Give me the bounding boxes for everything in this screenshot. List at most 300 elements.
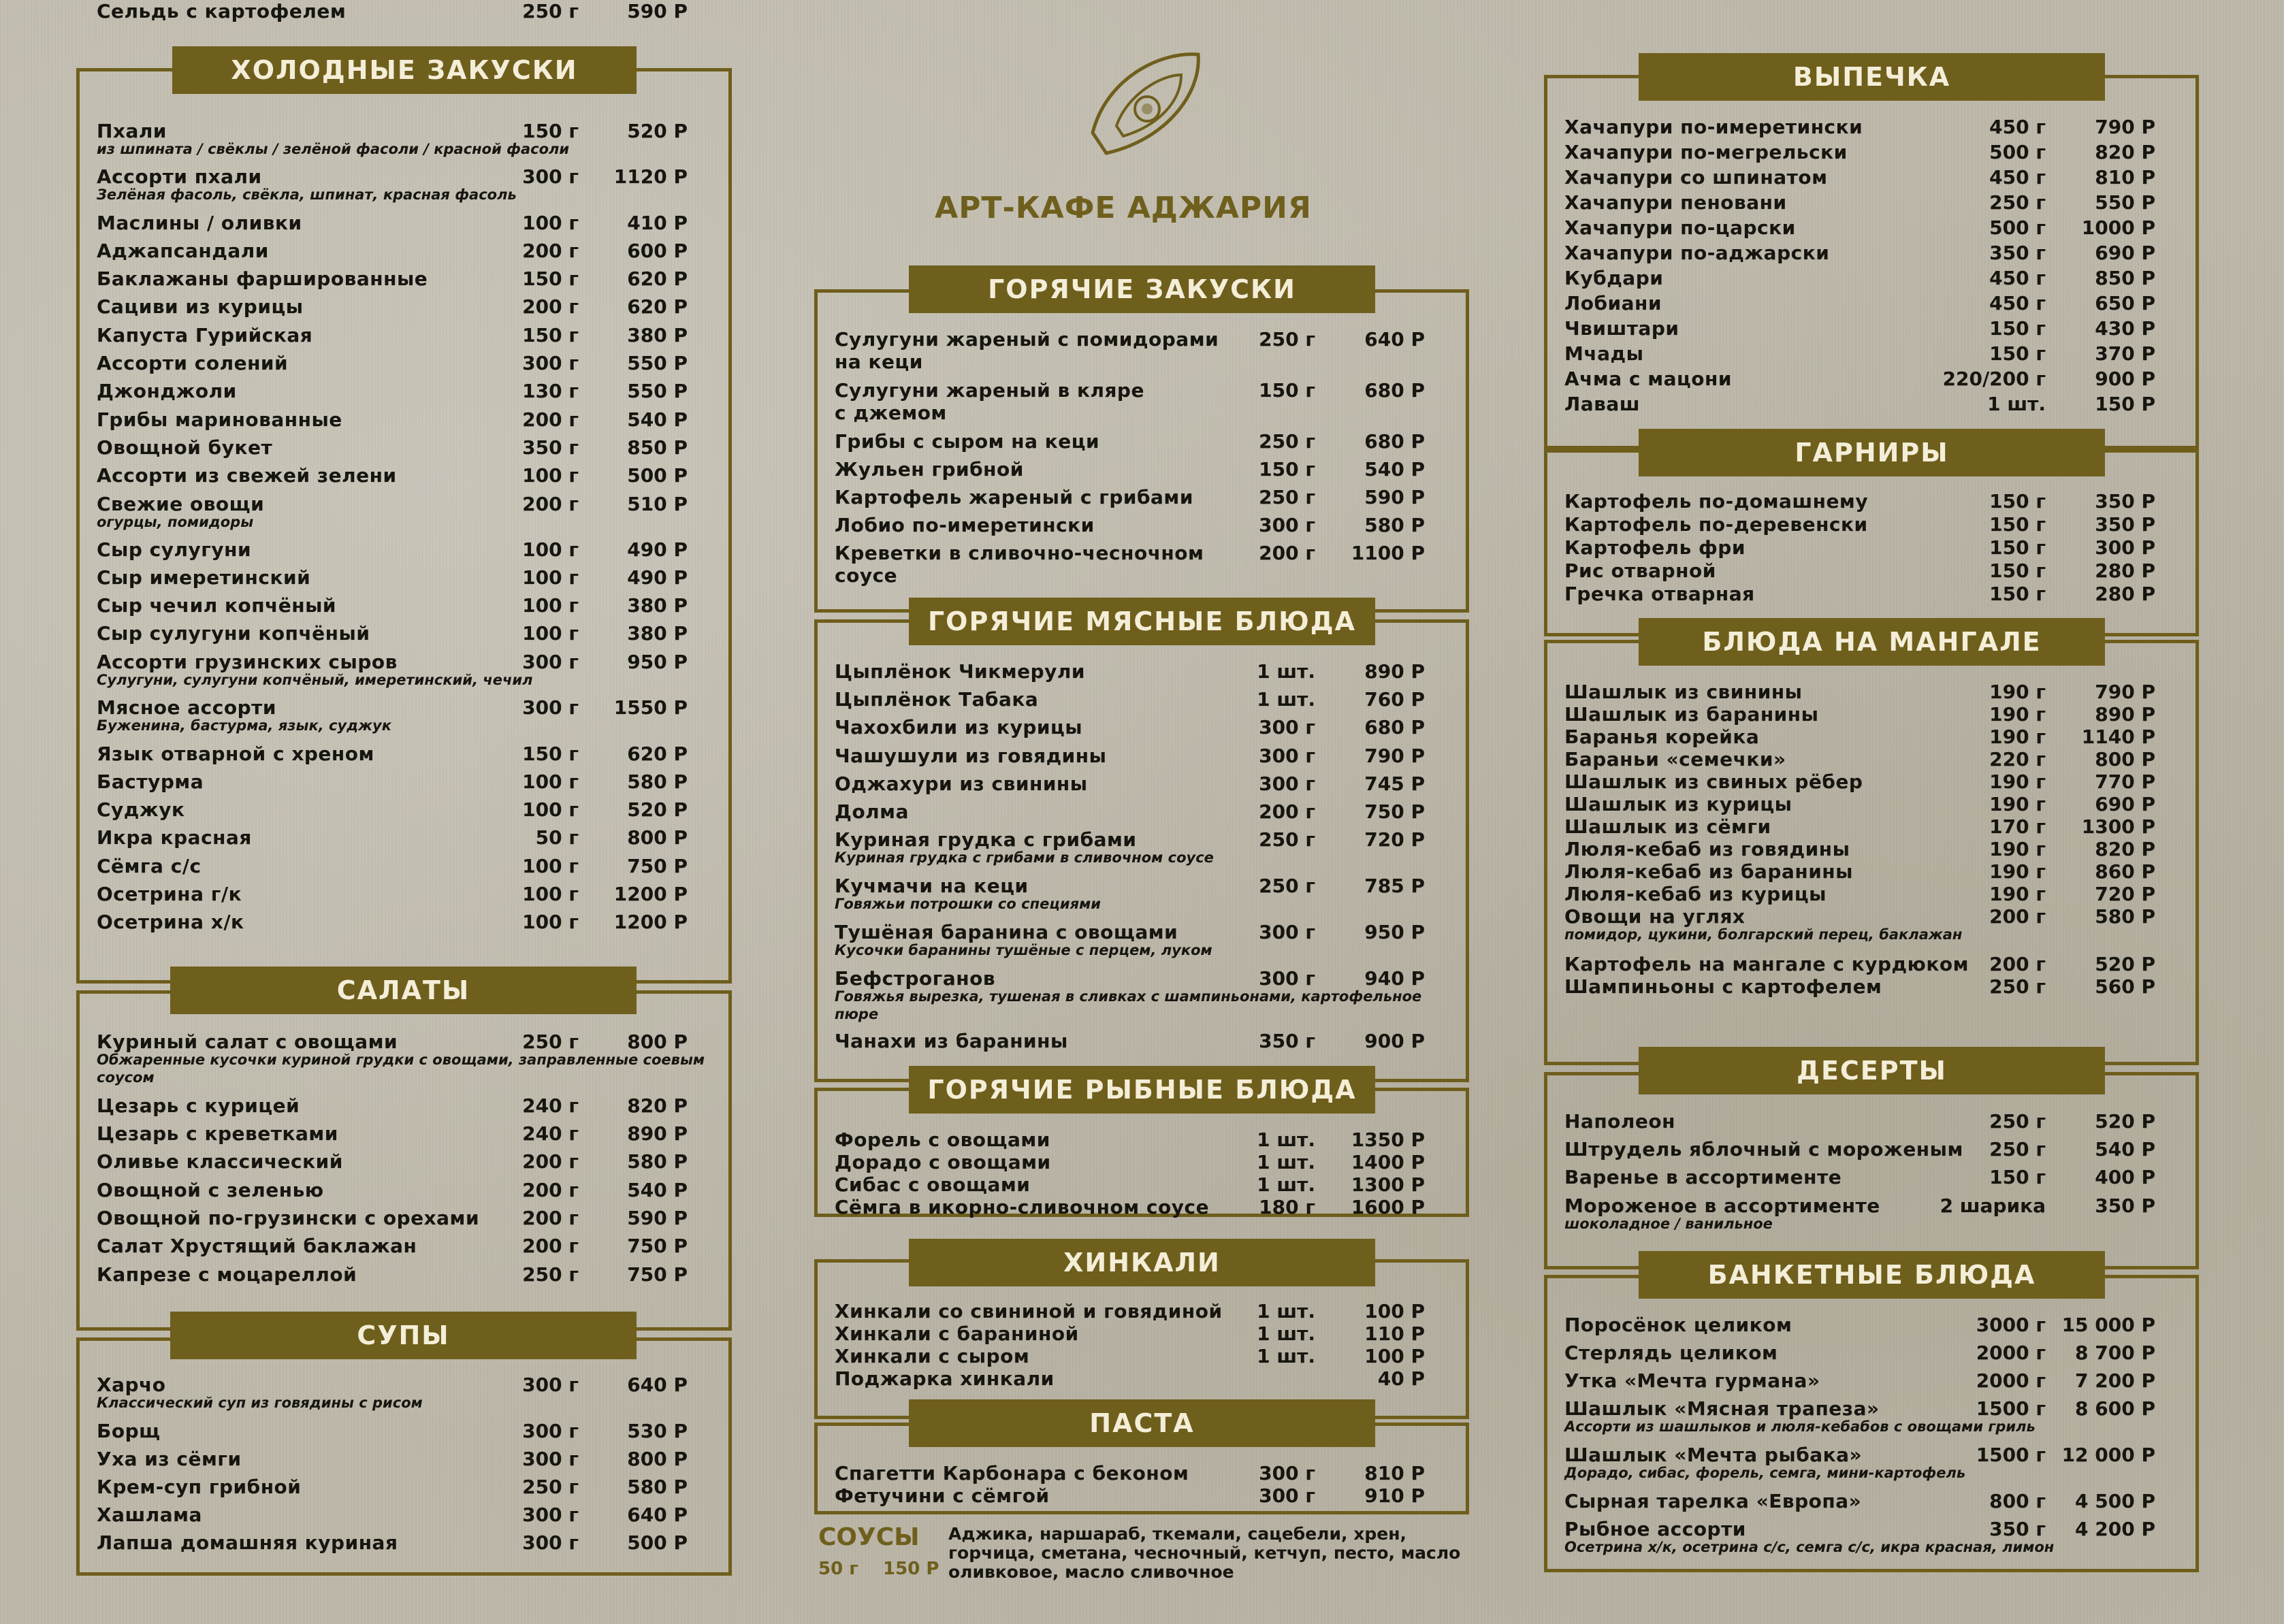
item-name: Харчо [97,1374,166,1396]
item-name: Ассорти солений [97,352,289,374]
item-price: 110 Р [1364,1322,1425,1345]
item-price: 560 Р [2095,975,2155,998]
item-description: Классический суп из говядины с рисом [97,1395,423,1411]
item-weight: 100 г [522,566,579,589]
item-weight: 250 г [1259,430,1315,453]
item-name-continued: с джемом [835,402,947,424]
item-weight: 300 г [522,696,579,719]
item-price: 640 Р [627,1374,688,1396]
item-name: Цыплёнок Чикмерули [835,660,1086,683]
item-weight: 100 г [522,538,579,561]
item-weight: 150 г [522,267,579,290]
item-weight: 190 г [1989,860,2046,883]
item-price: 12 000 Р [2061,1444,2155,1466]
item-weight: 1 шт. [1257,688,1315,711]
item-price: 800 Р [2095,748,2155,770]
item-weight: 200 г [522,1207,579,1229]
item-name: Мороженое в ассортименте [1564,1195,1880,1217]
item-weight: 2000 г [1976,1342,2046,1364]
item-name: Бефстроганов [835,967,996,990]
item-description: Буженина, бастурма, язык, суджук [97,717,391,734]
item-weight: 100 г [522,464,579,487]
item-price: 810 Р [1364,1462,1425,1484]
item-price: 800 Р [627,1448,688,1470]
item-price: 4 500 Р [2075,1490,2155,1512]
item-weight: 2 шарика [1940,1195,2046,1217]
item-price: 590 Р [627,0,688,22]
item-name: Куриный салат с овощами [97,1030,398,1053]
sauces-weight: 50 г [818,1559,858,1579]
item-weight: 300 г [522,352,579,374]
item-description: Дорадо, сибас, форель, семга, мини-картофель [1564,1465,1966,1481]
item-name: Капрезе с моцареллой [97,1263,357,1286]
item-weight: 250 г [1259,875,1315,897]
item-weight: 2000 г [1976,1369,2046,1392]
item-name: Рис отварной [1564,559,1716,582]
item-price: 490 Р [627,538,688,561]
item-weight: 1500 г [1976,1444,2046,1466]
item-name: Уха из сёмги [97,1448,242,1470]
item-price: 1000 Р [2081,216,2155,239]
item-price: 745 Р [1364,773,1425,795]
item-weight: 190 г [1989,770,2046,793]
item-weight: 1 шт. [1987,393,2046,415]
item-price: 850 Р [627,436,688,459]
item-weight: 50 г [535,826,579,849]
item-price: 785 Р [1364,875,1425,897]
item-weight: 150 г [522,120,579,142]
section-header-grill: БЛЮДА НА МАНГАЛЕ [1639,618,2105,666]
item-weight: 300 г [522,165,579,188]
item-description: Ассорти из шашлыков и люля-кебабов с овощами гриль [1564,1418,2036,1435]
item-name: Борщ [97,1420,161,1442]
item-price: 910 Р [1364,1484,1425,1507]
item-price: 750 Р [627,1263,688,1286]
item-price: 790 Р [2095,116,2155,138]
item-name: Осетрина х/к [97,911,244,933]
item-name: Хашлама [97,1504,202,1526]
item-name: Хачапури по-имеретински [1564,116,1863,138]
item-price: 580 Р [627,1476,688,1498]
item-weight: 220 г [1989,748,2046,770]
item-price: 380 Р [627,594,688,617]
item-description: Говяжьи потрошки со специями [835,896,1101,912]
item-price: 720 Р [2095,883,2155,905]
item-name: Цезарь с креветками [97,1122,338,1145]
item-name: Хинкали с бараниной [835,1322,1079,1345]
item-name: Стерлядь целиком [1564,1342,1778,1364]
item-weight: 300 г [522,1420,579,1442]
item-description: шоколадное / ванильное [1564,1216,1773,1232]
item-weight: 200 г [522,1179,579,1201]
item-price: 380 Р [627,622,688,645]
item-description: Говяжья вырезка, тушеная в сливках с шампиньонами, картофельное [835,988,1422,1005]
item-name: Сыр сулугуни [97,538,252,561]
item-price: 950 Р [627,651,688,673]
item-name: Джонджоли [97,380,237,402]
item-price: 1600 Р [1351,1196,1425,1218]
item-weight: 1 шт. [1257,1151,1315,1173]
item-price: 1300 Р [1351,1173,1425,1196]
item-weight: 100 г [522,855,579,877]
item-weight: 170 г [1989,815,2046,838]
item-price: 15 000 Р [2061,1314,2155,1336]
section-header-banquet: БАНКЕТНЫЕ БЛЮДА [1639,1251,2105,1299]
section-header-desserts: ДЕСЕРТЫ [1639,1047,2105,1094]
item-weight: 150 г [1989,583,2046,605]
item-name: Шашлык из баранины [1564,703,1819,726]
item-price: 500 Р [627,1531,688,1554]
sauces-price-value: 150 Р [883,1559,939,1579]
item-name: Лапша домашняя куриная [97,1531,398,1554]
item-price: 640 Р [627,1504,688,1526]
item-description: Зелёная фасоль, свёкла, шпинат, красная фасоль [97,186,517,203]
item-weight: 200 г [522,493,579,515]
item-weight: 500 г [1989,141,2046,163]
item-price: 350 Р [2095,513,2155,536]
item-name: Картофель по-домашнему [1564,490,1869,513]
item-price: 8 700 Р [2075,1342,2155,1364]
item-weight: 300 г [1259,967,1315,990]
item-weight: 240 г [522,1122,579,1145]
item-weight: 150 г [1989,342,2046,365]
item-price: 1120 Р [613,165,688,188]
item-weight: 250 г [1259,328,1315,351]
item-price: 540 Р [1364,458,1425,481]
item-price: 750 Р [1364,800,1425,823]
item-weight: 100 г [522,212,579,234]
item-name: Шашлык из сёмги [1564,815,1771,838]
item-weight: 200 г [522,1150,579,1173]
item-price: 500 Р [627,464,688,487]
section-header-cold: ХОЛОДНЫЕ ЗАКУСКИ [172,46,637,94]
item-name: Кубдари [1564,267,1664,289]
item-name: Сёмга с/с [97,855,202,877]
item-name: Свежие овощи [97,493,265,515]
item-price: 280 Р [2095,559,2155,582]
item-description: Кусочки баранины тушёные с перцем, луком [835,942,1212,958]
item-weight: 200 г [522,408,579,431]
item-weight: 300 г [1259,1462,1315,1484]
item-description: Обжаренные кусочки куриной грудки с овощами, заправленные соевым [97,1052,705,1068]
item-weight: 150 г [522,743,579,765]
item-price: 510 Р [627,493,688,515]
item-price: 790 Р [1364,745,1425,767]
item-price: 150 Р [2095,393,2155,415]
item-name: Наполеон [1564,1110,1675,1133]
section-header-hot-meat: ГОРЯЧИЕ МЯСНЫЕ БЛЮДА [909,598,1375,645]
item-weight: 190 г [1989,793,2046,815]
item-weight: 200 г [1259,542,1315,564]
item-price: 1200 Р [613,883,688,905]
item-price: 550 Р [627,352,688,374]
item-weight: 150 г [1989,536,2046,559]
item-name: Хачапури по-мегрельски [1564,141,1848,163]
item-price: 890 Р [2095,703,2155,726]
item-weight: 800 г [1989,1490,2046,1512]
item-weight: 1 шт. [1257,1345,1315,1367]
item-price: 1400 Р [1351,1151,1425,1173]
item-weight: 500 г [1989,216,2046,239]
item-price: 520 Р [627,798,688,821]
item-name: Оливье классический [97,1150,343,1173]
item-name: Суджук [97,798,185,821]
item-name: Сациви из курицы [97,295,304,318]
item-price: 550 Р [627,380,688,402]
section-header-salads: САЛАТЫ [170,967,637,1014]
item-price: 540 Р [627,1179,688,1201]
item-name: Варенье в ассортименте [1564,1166,1842,1188]
item-price: 580 Р [627,770,688,793]
item-weight: 190 г [1989,703,2046,726]
item-name: Поросёнок целиком [1564,1314,1792,1336]
item-weight: 300 г [522,1374,579,1396]
item-name: Крем-суп грибной [97,1476,302,1498]
item-name: Ачма с мацони [1564,368,1733,390]
item-weight: 190 г [1989,883,2046,905]
item-price: 800 Р [627,1030,688,1053]
item-price: 7 200 Р [2075,1369,2155,1392]
item-price: 520 Р [2095,953,2155,975]
item-price: 380 Р [627,324,688,346]
item-name: Креветки в сливочно-чесночном [835,542,1204,564]
item-name: Рыбное ассорти [1564,1518,1746,1540]
item-price: 1300 Р [2081,815,2155,838]
item-weight: 1 шт. [1257,1322,1315,1345]
item-name: Сырная тарелка «Европа» [1564,1490,1862,1512]
item-name: Баклажаны фаршированные [97,267,428,290]
item-price: 620 Р [627,267,688,290]
item-name: Грибы с сыром на кеци [835,430,1100,453]
item-price: 1100 Р [1351,542,1425,564]
item-name: Капуста Гурийская [97,324,313,346]
item-price: 820 Р [2095,141,2155,163]
item-price: 690 Р [2095,242,2155,264]
sauces-title: СОУСЫ [818,1523,920,1551]
item-price: 750 Р [627,855,688,877]
item-price: 580 Р [1364,514,1425,536]
item-weight: 150 г [1989,490,2046,513]
item-price: 4 200 Р [2075,1518,2155,1540]
item-price: 890 Р [627,1122,688,1145]
item-price: 620 Р [627,295,688,318]
item-price: 100 Р [1364,1300,1425,1322]
item-weight: 250 г [1989,1110,2046,1133]
sauces-price [818,1559,939,1579]
item-price: 490 Р [627,566,688,589]
item-name: Спагетти Карбонара с беконом [835,1462,1189,1484]
item-weight: 250 г [1989,975,2046,998]
item-price: 680 Р [1364,716,1425,738]
item-price: 550 Р [2095,191,2155,214]
item-name-continued: соусе [835,564,898,587]
item-price: 8 600 Р [2075,1397,2155,1420]
cafe-title: АРТ-КАФЕ АДЖАРИЯ [935,191,1312,225]
item-name: Картофель жареный с грибами [835,486,1193,508]
item-weight: 450 г [1989,267,2046,289]
item-price: 890 Р [1364,660,1425,683]
item-price: 1350 Р [1351,1128,1425,1151]
item-weight: 350 г [1989,1518,2046,1540]
item-name: Люля-кебаб из говядины [1564,838,1850,860]
item-weight: 300 г [1259,773,1315,795]
item-weight: 300 г [1259,921,1315,943]
item-weight: 200 г [1259,800,1315,823]
item-name: Шашлык из курицы [1564,793,1792,815]
item-price: 580 Р [627,1150,688,1173]
item-description: огурцы, помидоры [97,514,254,530]
item-name: Хачапури по-царски [1564,216,1796,239]
item-price: 640 Р [1364,328,1425,351]
item-weight: 250 г [1989,191,2046,214]
section-header-garnish: ГАРНИРЫ [1639,429,2105,476]
item-weight: 100 г [522,911,579,933]
item-price: 720 Р [1364,828,1425,851]
item-weight: 150 г [1989,1166,2046,1188]
item-name: Шампиньоны с картофелем [1564,975,1882,998]
item-description: Сулугуни, сулугуни копчёный, имеретинский, чечил [97,672,533,688]
item-name: Лобиани [1564,292,1662,314]
item-weight: 300 г [1259,1484,1315,1507]
item-name: Чахохбили из курицы [835,716,1083,738]
item-name: Сыр сулугуни копчёный [97,622,370,645]
item-price: 820 Р [2095,838,2155,860]
item-price: 760 Р [1364,688,1425,711]
item-weight: 300 г [522,1504,579,1526]
item-weight: 100 г [522,770,579,793]
item-weight: 300 г [522,651,579,673]
item-weight: 350 г [522,436,579,459]
item-price: 350 Р [2095,490,2155,513]
item-name: Баранья корейка [1564,726,1760,748]
item-price: 370 Р [2095,342,2155,365]
item-price: 350 Р [2095,1195,2155,1217]
item-price: 940 Р [1364,967,1425,990]
item-price: 810 Р [2095,166,2155,189]
item-weight: 250 г [1259,828,1315,851]
item-name: Оджахури из свинины [835,773,1088,795]
item-weight: 200 г [1989,953,2046,975]
item-description: помидор, цукини, болгарский перец, баклажан [1564,926,1963,943]
item-price: 790 Р [2095,681,2155,703]
item-price: 430 Р [2095,317,2155,340]
item-price: 520 Р [2095,1110,2155,1133]
item-weight: 300 г [522,1531,579,1554]
item-name: Шашлык из свинины [1564,681,1803,703]
item-name: Мчады [1564,342,1644,365]
item-name: Лаваш [1564,393,1640,415]
item-name: Люля-кебаб из баранины [1564,860,1853,883]
item-description: из шпината / свёклы / зелёной фасоли / красной фасоли [97,141,570,157]
item-price: 580 Р [2095,905,2155,928]
item-weight: 1 шт. [1257,1300,1315,1322]
item-name: Куриная грудка с грибами [835,828,1137,851]
item-weight: 100 г [522,622,579,645]
item-weight: 200 г [522,1235,579,1257]
item-weight: 350 г [1259,1030,1315,1052]
item-name: Дорадо с овощами [835,1151,1051,1173]
item-description: Осетрина х/к, осетрина с/с, семга с/с, икра красная, лимон [1564,1539,2055,1555]
item-name: Овощной с зеленью [97,1179,324,1201]
item-price: 950 Р [1364,921,1425,943]
item-name: Шашлык из свиных рёбер [1564,770,1863,793]
item-weight: 1 шт. [1257,1173,1315,1196]
item-price: 820 Р [627,1094,688,1117]
item-name: Картофель фри [1564,536,1746,559]
item-name: Сыр имеретинский [97,566,311,589]
item-price: 100 Р [1364,1345,1425,1367]
item-price: 280 Р [2095,583,2155,605]
item-name: Хинкали со свининой и говядиной [835,1300,1223,1322]
item-weight: 100 г [522,594,579,617]
item-weight: 200 г [522,240,579,262]
item-name: Овощной букет [97,436,273,459]
item-price: 530 Р [627,1420,688,1442]
item-price: 540 Р [627,408,688,431]
item-name: Жульен грибной [835,458,1024,481]
item-price: 40 Р [1377,1367,1425,1390]
item-price: 400 Р [2095,1166,2155,1188]
item-price: 1550 Р [613,696,688,719]
item-price: 900 Р [2095,368,2155,390]
item-name: Бастурма [97,770,204,793]
item-weight: 100 г [522,883,579,905]
item-name: Маслины / оливки [97,212,302,234]
sauces-list: Аджика, наршараб, ткемали, сацебели, хрен, горчица, сметана, чесночный, кетчуп, песто, масло оливковое, масло сливочное [948,1524,1461,1582]
item-description: Куриная грудка с грибами в сливочном соусе [835,849,1214,866]
item-weight: 190 г [1989,726,2046,748]
item-weight: 150 г [1259,458,1315,481]
item-name: Аджапсандали [97,240,269,262]
item-price: 600 Р [627,240,688,262]
item-name: Поджарка хинкали [835,1367,1055,1390]
item-name: Сыр чечил копчёный [97,594,337,617]
item-name: Штрудель яблочный с мороженым [1564,1138,1963,1160]
item-price: 860 Р [2095,860,2155,883]
khachapuri-logo-icon [1079,37,1215,174]
item-price: 520 Р [627,120,688,142]
item-weight: 150 г [522,324,579,346]
item-weight: 190 г [1989,838,2046,860]
item-name: Цезарь с курицей [97,1094,300,1117]
section-header-pasta: ПАСТА [909,1399,1375,1447]
section-header-khinkali: ХИНКАЛИ [909,1239,1375,1286]
item-price: 410 Р [627,212,688,234]
item-name: Сёмга в икорно-сливочном соусе [835,1196,1210,1218]
item-weight: 100 г [522,798,579,821]
section-header-soups: СУПЫ [170,1312,637,1359]
item-name: Сибас с овощами [835,1173,1031,1196]
item-price: 680 Р [1364,430,1425,453]
item-weight: 3000 г [1976,1314,2046,1336]
item-name: Картофель на мангале с курдюком [1564,953,1969,975]
item-name-continued: на кеци [835,351,923,373]
item-name: Чанахи из баранины [835,1030,1068,1052]
item-description-continued: соусом [97,1069,155,1086]
logo [1079,37,1215,174]
item-name: Хинкали с сыром [835,1345,1030,1367]
item-weight: 240 г [522,1094,579,1117]
item-weight: 1500 г [1976,1397,2046,1420]
item-name: Форель с овощами [835,1128,1050,1151]
item-price: 770 Р [2095,770,2155,793]
item-name: Цыплёнок Табака [835,688,1039,711]
item-price: 650 Р [2095,292,2155,314]
item-weight: 350 г [1989,242,2046,264]
item-weight: 220/200 г [1942,368,2046,390]
item-description-continued: пюре [835,1006,879,1022]
item-price: 1200 Р [613,911,688,933]
